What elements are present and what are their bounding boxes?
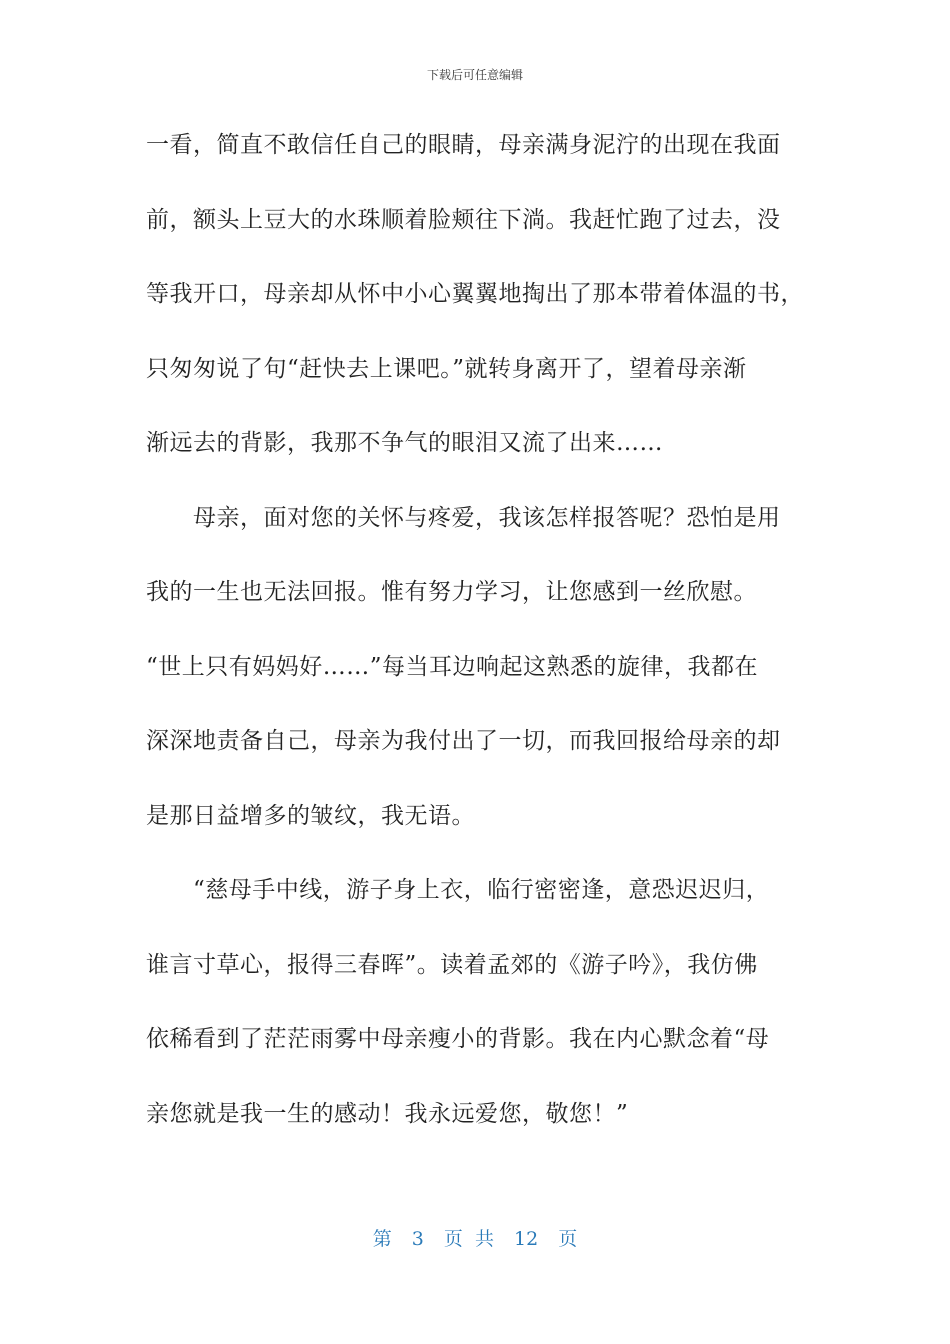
text-line: “慈母手中线，游子身上衣，临行密密逢，意恐迟迟归， (146, 877, 770, 903)
text-line: 谁言寸草心，报得三春晖”。读着孟郊的《游子吟》，我仿佛 (146, 951, 758, 978)
page-label-suffix: 页 (558, 1228, 578, 1250)
text-line: 依稀看到了茫茫雨雾中母亲瘦小的背影。我在内心默念着“母 (146, 1026, 770, 1052)
text-line: 渐远去的背影，我那不争气的眼泪又流了出来…… (146, 430, 663, 456)
text-line: 我的一生也无法回报。惟有努力学习，让您感到一丝欣慰。 (146, 579, 757, 605)
text-line: 是那日益增多的皱纹，我无语。 (146, 802, 475, 829)
text-line: 深深地责备自己，母亲为我付出了一切，而我回报给母亲的却 (146, 728, 781, 754)
text-line: 前，额头上豆大的水珠顺着脸颊往下淌。我赶忙跑了过去，没 (146, 206, 781, 233)
text-line: 母亲，面对您的关怀与疼爱，我该怎样报答呢？恐怕是用 (146, 504, 781, 531)
page-footer (0, 1224, 950, 1251)
text-line: 一看，简直不敢信任自己的眼睛，母亲满身泥泞的出现在我面 (146, 132, 781, 158)
page-label-prefix: 第 (372, 1228, 392, 1250)
text-line: “世上只有妈妈好……”每当耳边响起这熟悉的旋律，我都在 (146, 653, 759, 680)
page-label-mid: 页 共 (443, 1228, 494, 1250)
text-line: 亲您就是我一生的感动！我永远爱您，敬您！” (146, 1100, 629, 1127)
document-body (146, 120, 806, 1163)
page-header: 下载后可任意编辑 (426, 68, 523, 82)
total-pages-number: 12 (514, 1228, 539, 1250)
current-page-number: 3 (411, 1228, 424, 1250)
text-line: 只匆匆说了句“赶快去上课吧。”就转身离开了，望着母亲渐 (146, 355, 747, 382)
text-line: 等我开口，母亲却从怀中小心翼翼地掏出了那本带着体温的书， (146, 281, 804, 307)
